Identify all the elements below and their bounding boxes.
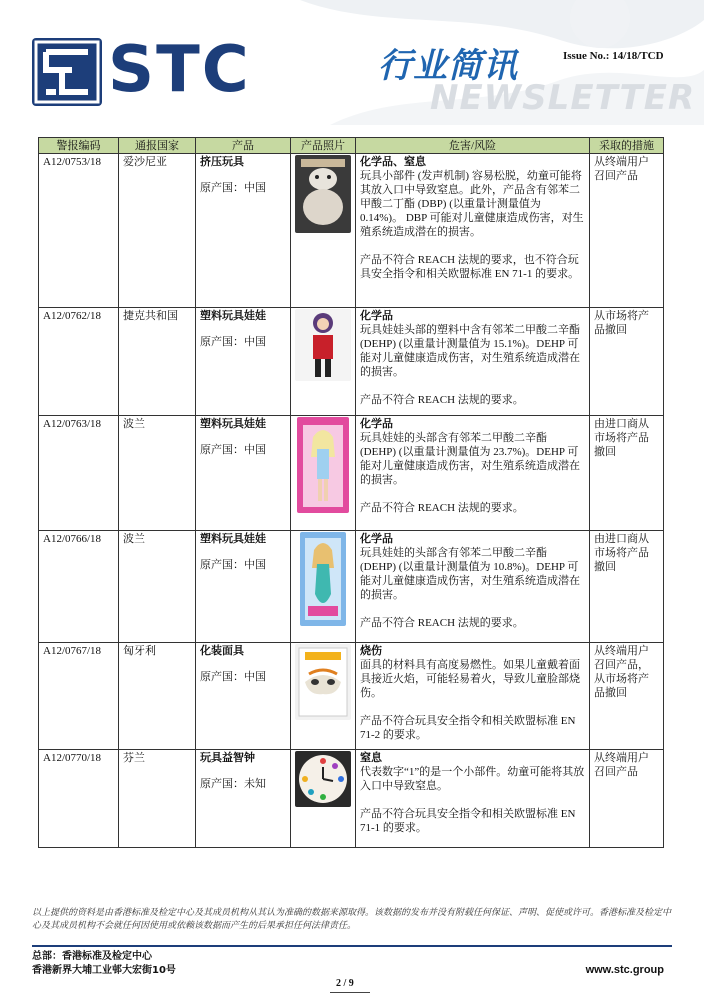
hq-address: 香港新界大埔工业邨大宏街10号 (32, 965, 176, 976)
hazard-compliance-note: 产品不符合 REACH 法规的要求。 (360, 394, 524, 406)
product-name: 玩具益智钟 (200, 752, 255, 764)
hazard-description: 代表数字“1”的是一个小部件。幼童可能将其放入口中导致窒息。 (360, 766, 585, 792)
table-row (39, 643, 664, 750)
newsletter-header (0, 0, 704, 125)
notifying-country: 捷克共和国 (119, 308, 196, 416)
page-number-underline (330, 992, 370, 993)
product-name: 塑料玩具娃娃 (200, 533, 266, 545)
product-name: 挤压玩具 (200, 156, 244, 168)
product-origin: 原产国：中国 (200, 182, 266, 194)
product-origin: 原产国：中国 (200, 671, 266, 683)
puzzle-clock-photo-icon (295, 751, 351, 807)
hazard-title: 化学品 (360, 310, 393, 322)
hazard-cell (356, 643, 590, 750)
measures-taken: 从终端用户召回产品 (590, 154, 664, 308)
product-cell (196, 416, 291, 531)
table-row (39, 308, 664, 416)
column-header: 产品照片 (291, 138, 356, 154)
hazard-title: 化学品、窒息 (360, 156, 426, 168)
measures-taken: 从终端用户召回产品，从市场将产品撤回 (590, 643, 664, 750)
hazard-compliance-note: 产品不符合玩具安全指令和相关欧盟标准 EN 71-2 的要求。 (360, 715, 576, 741)
hazard-compliance-note: 产品不符合 REACH 法规的要求，也不符合玩具安全指令和相关欧盟标准 EN 71-1 的要求。 (360, 254, 580, 280)
table-row (39, 750, 664, 848)
newsletter-title-en: NEWSLETTER (430, 78, 696, 118)
column-header: 危害/风险 (356, 138, 590, 154)
hazard-cell (356, 416, 590, 531)
disclaimer-text: 以上提供的资料是由香港标准及检定中心及其成员机构从其认为准确的数据来源取得。该数据的发布并没有附载任何保证、声明、促使或许可。香港标准及检定中心及其成员机构不会就任何因使用或依赖该数据而产生的后果承担任何法律责任。 (32, 908, 672, 931)
table-row (39, 531, 664, 643)
hazard-compliance-note: 产品不符合 REACH 法规的要求。 (360, 502, 524, 514)
product-origin: 原产国：中国 (200, 559, 266, 571)
table-header-row (39, 138, 664, 154)
column-header: 采取的措施 (590, 138, 664, 154)
issue-number: Issue No.: 14/18/TCD (563, 50, 664, 62)
product-name: 塑料玩具娃娃 (200, 310, 266, 322)
squeeze-toy-photo-icon (295, 155, 351, 233)
hazard-cell (356, 154, 590, 308)
footer-divider (32, 945, 672, 947)
column-header: 通报国家 (119, 138, 196, 154)
hazard-compliance-note: 产品不符合玩具安全指令和相关欧盟标准 EN 71-1 的要求。 (360, 808, 576, 834)
page-number: 2 / 9 (336, 978, 354, 989)
alert-code: A12/0767/18 (39, 643, 119, 750)
hazard-compliance-note: 产品不符合 REACH 法规的要求。 (360, 617, 524, 629)
table-row (39, 154, 664, 308)
plastic-doll-photo-icon (295, 309, 351, 381)
product-photo-cell (291, 416, 356, 531)
alert-code: A12/0763/18 (39, 416, 119, 531)
alert-code: A12/0766/18 (39, 531, 119, 643)
hazard-title: 化学品 (360, 418, 393, 430)
product-origin: 原产国：中国 (200, 444, 266, 456)
product-cell (196, 643, 291, 750)
newsletter-title-cn: 行业简讯 (378, 46, 518, 86)
alert-code: A12/0762/18 (39, 308, 119, 416)
hazard-title: 窒息 (360, 752, 382, 764)
measures-taken: 由进口商从市场将产品撤回 (590, 531, 664, 643)
alert-code: A12/0753/18 (39, 154, 119, 308)
hazard-cell (356, 308, 590, 416)
hazard-description: 玩具小部件 (发声机制) 容易松脱，幼童可能将其放入口中导致窒息。此外，产品含有邻苯二甲酸二丁酯 (DBP) (以重量计测量值为 0.14%)。 DBP 可能对儿童健康造成伤害，对生殖系统造成潜在的损害。 (360, 170, 584, 238)
product-origin: 原产国：中国 (200, 336, 266, 348)
hazard-title: 烧伤 (360, 645, 382, 657)
notifying-country: 芬兰 (119, 750, 196, 848)
notifying-country: 匈牙利 (119, 643, 196, 750)
product-name: 化装面具 (200, 645, 244, 657)
hq-label: 总部：香港标准及检定中心 (32, 951, 152, 962)
website-link[interactable]: www.stc.group (585, 964, 664, 976)
product-origin: 原产国：未知 (200, 778, 266, 790)
product-photo-cell (291, 308, 356, 416)
boxed-doll-photo-icon (297, 417, 349, 513)
product-photo-cell (291, 750, 356, 848)
measures-taken: 由进口商从市场将产品撤回 (590, 416, 664, 531)
product-photo-cell (291, 154, 356, 308)
hazard-title: 化学品 (360, 533, 393, 545)
alert-code: A12/0770/18 (39, 750, 119, 848)
alerts-table (38, 137, 664, 848)
costume-mask-photo-icon (295, 644, 351, 720)
hazard-description: 玩具娃娃的头部含有邻苯二甲酸二辛酯 (DEHP) (以重量计测量值为 10.8%)。DEHP 可能对儿童健康造成伤害，对生殖系统造成潜在的损害。 (360, 547, 580, 601)
hazard-description: 面具的材料具有高度易燃性。如果儿童戴着面具接近火焰，可能轻易着火，导致儿童脸部烧伤。 (360, 659, 580, 699)
measures-taken: 从市场将产品撤回 (590, 308, 664, 416)
stc-logo-text: STC (108, 33, 251, 107)
hazard-description: 玩具娃娃的头部含有邻苯二甲酸二辛酯 (DEHP) (以重量计测量值为 23.7%)。DEHP 可能对儿童健康造成伤害，对生殖系统造成潜在的损害。 (360, 432, 580, 486)
hazard-cell (356, 531, 590, 643)
column-header: 产品 (196, 138, 291, 154)
notifying-country: 波兰 (119, 416, 196, 531)
notifying-country: 爱沙尼亚 (119, 154, 196, 308)
mermaid-doll-photo-icon (300, 532, 346, 626)
column-header: 警报编码 (39, 138, 119, 154)
product-name: 塑料玩具娃娃 (200, 418, 266, 430)
product-cell (196, 750, 291, 848)
table-row (39, 416, 664, 531)
notifying-country: 波兰 (119, 531, 196, 643)
footer-address-block (32, 950, 176, 978)
hazard-description: 玩具娃娃头部的塑料中含有邻苯二甲酸二辛酯 (DEHP) (以重量计测量值为 15.1%)。DEHP 可能对儿童健康造成伤害，对生殖系统造成潜在的损害。 (360, 324, 580, 378)
product-photo-cell (291, 531, 356, 643)
measures-taken: 从终端用户召回产品 (590, 750, 664, 848)
hazard-cell (356, 750, 590, 848)
product-cell (196, 308, 291, 416)
product-photo-cell (291, 643, 356, 750)
product-cell (196, 154, 291, 308)
product-cell (196, 531, 291, 643)
stc-logo-icon (32, 38, 102, 106)
